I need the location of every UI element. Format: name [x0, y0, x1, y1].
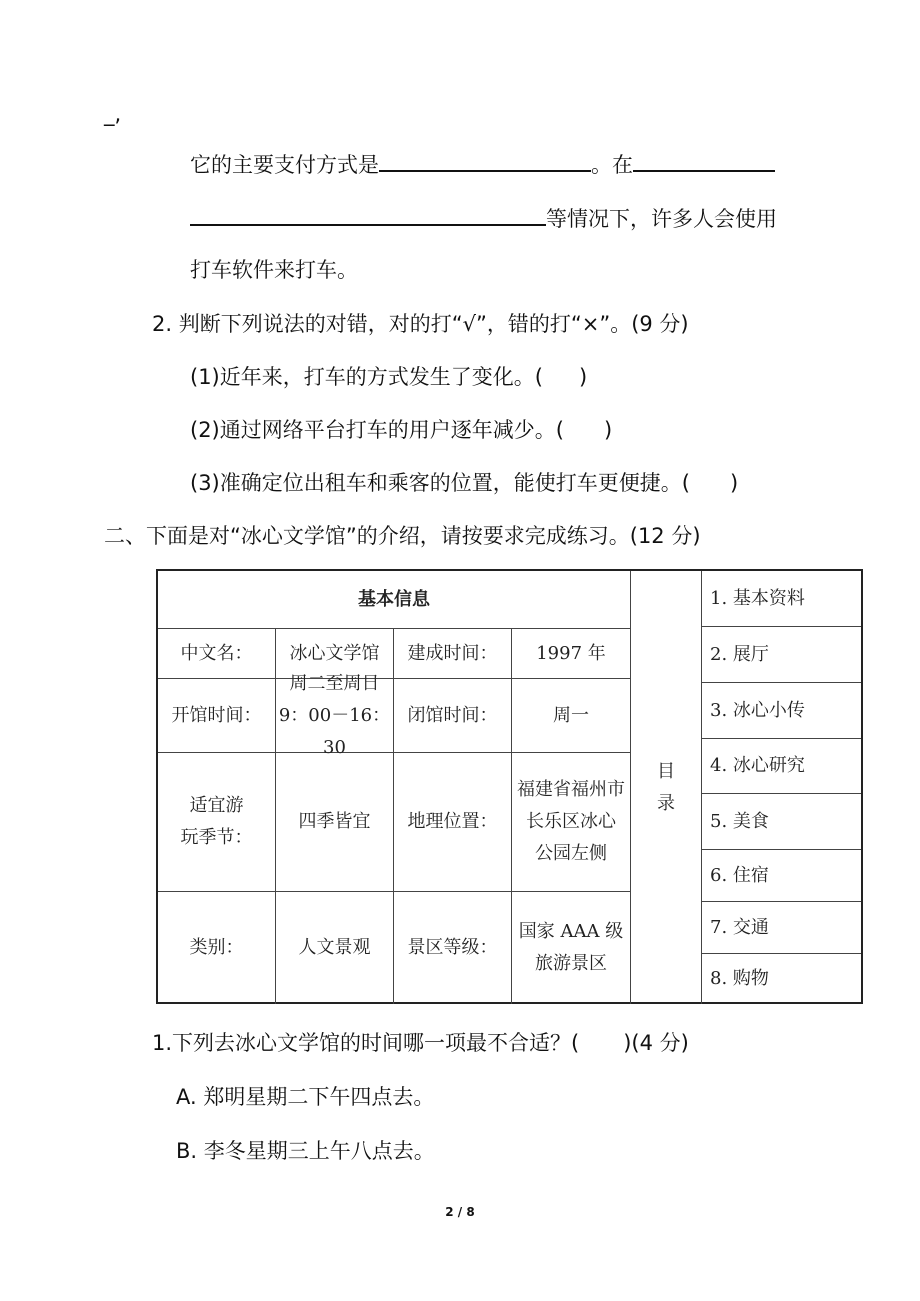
catalog-item-food[interactable]: 5. 美食	[702, 794, 861, 850]
label-season	[158, 753, 276, 892]
label-season-line-1: 适宜游	[189, 795, 244, 816]
catalog-label-line-1: 目	[657, 760, 675, 782]
value-built-time: 1997 年	[512, 629, 631, 679]
catalog-label-line-2: 录	[657, 792, 675, 814]
label-location: 地理位置：	[394, 753, 512, 892]
q3-option-a[interactable]: A. 郑明星期二下午四点去。	[176, 1085, 435, 1109]
q2-item-2-close-paren: )	[603, 418, 613, 442]
q1-line1-mid: 。在	[591, 153, 633, 177]
value-level	[512, 892, 631, 1004]
q2-item-3-text: (3)准确定位出租车和乘客的位置，能使打车更便捷。	[190, 471, 682, 495]
value-level-line-1: 国家 AAA 级	[518, 921, 624, 942]
situation-blank-2[interactable]	[190, 202, 546, 226]
catalog-item-shopping[interactable]: 8. 购物	[710, 968, 769, 989]
catalog-item-exhibition-hall[interactable]: 2. 展厅	[702, 627, 861, 683]
museum-info-table	[156, 569, 863, 1004]
label-built-time: 建成时间：	[394, 629, 512, 679]
q2-title: 2. 判断下列说法的对错，对的打“√”，错的打“×”。(9 分)	[152, 312, 689, 336]
table-header: 基本信息	[158, 571, 631, 629]
top-mark: _,	[104, 102, 122, 126]
q1-line1-prefix: 它的主要支付方式是	[190, 153, 379, 177]
value-location-line-1: 福建省福州市	[517, 779, 625, 800]
payment-method-blank[interactable]	[379, 148, 591, 172]
q2-item-3-open-paren: (	[681, 471, 690, 495]
q1-line-3: 打车软件来打车。	[190, 258, 358, 282]
catalog-item-basic-info[interactable]: 1. 基本资料	[702, 571, 861, 627]
catalog-item-lodging[interactable]: 6. 住宿	[702, 850, 861, 902]
value-location-line-3: 公园左侧	[535, 843, 607, 864]
label-closed-time: 闭馆时间：	[394, 679, 512, 753]
q3-title-suffix: )(4 分)	[623, 1031, 689, 1055]
label-open-time: 开馆时间：	[158, 679, 276, 753]
value-closed-time: 周一	[512, 679, 631, 753]
page-number: 2 / 8	[445, 1205, 475, 1219]
catalog-label	[631, 571, 702, 1004]
value-chinese-name: 冰心文学馆	[276, 629, 394, 679]
q3-title	[152, 1029, 689, 1057]
label-category: 类别：	[158, 892, 276, 1004]
q1-line-2	[190, 202, 777, 233]
value-location	[512, 753, 631, 892]
catalog-item-transport[interactable]: 7. 交通	[702, 902, 861, 954]
value-season: 四季皆宜	[276, 753, 394, 892]
q2-item-2-text: (2)通过网络平台打车的用户逐年减少。	[190, 418, 556, 442]
label-chinese-name: 中文名：	[158, 629, 276, 679]
value-level-line-2: 旅游景区	[535, 953, 607, 974]
label-season-line-2: 玩季节：	[180, 827, 253, 848]
value-open-hours: 9：00－16：30	[278, 704, 391, 758]
section-2-title: 二、下面是对“冰心文学馆”的介绍，请按要求完成练习。(12 分)	[104, 524, 701, 548]
catalog-item-biography[interactable]: 3. 冰心小传	[702, 683, 861, 739]
q2-item-3-close-paren: )	[729, 471, 739, 495]
q3-title-prefix: 1.下列去冰心文学馆的时间哪一项最不合适？(	[152, 1031, 580, 1055]
q1-line-1	[190, 148, 775, 179]
q2-item-2-open-paren: (	[555, 418, 564, 442]
label-level: 景区等级：	[394, 892, 512, 1004]
value-category: 人文景观	[276, 892, 394, 1004]
q2-item-1-text: (1)近年来，打车的方式发生了变化。	[190, 365, 535, 389]
value-location-line-2: 长乐区冰心	[526, 811, 616, 832]
q2-item-2	[190, 416, 612, 444]
q2-item-1-open-paren: (	[534, 365, 543, 389]
q2-item-1-close-paren: )	[578, 365, 588, 389]
catalog-item-research[interactable]: 4. 冰心研究	[702, 739, 861, 794]
value-open-days: 周二至周日	[289, 672, 380, 694]
q2-item-1	[190, 363, 587, 391]
q1-line2-suffix: 等情况下，许多人会使用	[546, 207, 777, 231]
q2-item-3	[190, 469, 738, 497]
situation-blank-1[interactable]	[633, 148, 775, 172]
value-open-time	[276, 672, 394, 758]
q3-option-b[interactable]: B. 李冬星期三上午八点去。	[176, 1139, 435, 1163]
